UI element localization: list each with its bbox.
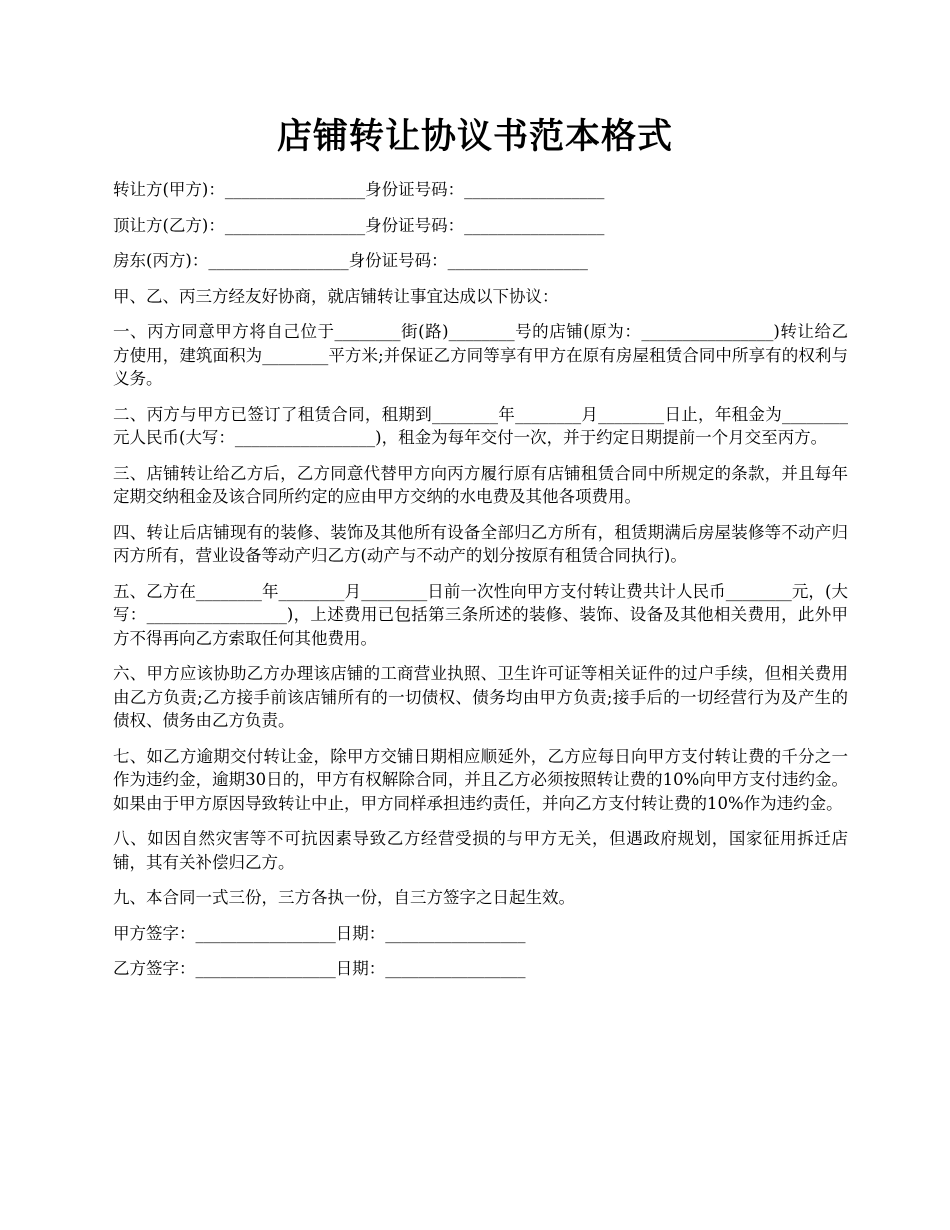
- clause-2: 二、丙方与甲方已签订了租赁合同，租期到________年________月________日止，年租金为________元人民币(大写：_________________)，租金为每年交付一次，并于约定日期提前一个月交至丙方。: [113, 404, 848, 447]
- clause-5: 五、乙方在________年________月________日前一次性向甲方支付转让费共计人民币________元，(大写：_________________)，上述费用已包括第三条所述的装修、装饰、设备及其他相关费用，此外甲方不得再向乙方索取任何其他费用。: [113, 581, 848, 648]
- clause-9: 九、本合同一式三份，三方各执一份，自三方签字之日起生效。: [113, 888, 575, 907]
- landlord-line: 房东(丙方)：_________________身份证号码：_________________: [113, 251, 588, 270]
- transferee-line: 顶让方(乙方)：_________________身份证号码：_________________: [113, 215, 605, 235]
- clause-1: 一、丙方同意甲方将自己位于________街(路)________号的店铺(原为：________________)转让给乙方使用，建筑面积为________平方米;并保证乙方同等享有甲方在原有房屋租赁合同中所享有的权利与义务。: [113, 322, 848, 388]
- party-a-signature-line: 甲方签字：_________________日期：_________________: [113, 923, 526, 943]
- clause-6: 六、甲方应该协助乙方办理该店铺的工商营业执照、卫生许可证等相关证件的过户手续，但相关费用由乙方负责;乙方接手前该店铺所有的一切债权、债务均由甲方负责;接手后的一切经营行为及产生的债权、债务由乙方负责。: [113, 664, 848, 730]
- agreement-intro: 甲、乙、丙三方经友好协商，就店铺转让事宜达成以下协议：: [113, 286, 559, 306]
- clause-8: 八、如因自然灾害等不可抗因素导致乙方经营受损的与甲方无关，但遇政府规划，国家征用拆迁店铺，其有关补偿归乙方。: [113, 829, 848, 872]
- document-title: 店铺转让协议书范本格式: [276, 116, 673, 157]
- party-b-signature-line: 乙方签字：_________________日期：_________________: [113, 959, 526, 978]
- transferor-line: 转让方(甲方)：_________________身份证号码：_________________: [113, 180, 605, 199]
- clause-3: 三、店铺转让给乙方后，乙方同意代替甲方向丙方履行原有店铺租赁合同中所规定的条款，并且每年定期交纳租金及该合同所约定的应由甲方交纳的水电费及其他各项费用。: [113, 463, 848, 506]
- document-body: [113, 178, 848, 993]
- clause-7: 七、如乙方逾期交付转让金，除甲方交铺日期相应顺延外，乙方应每日向甲方支付转让费的千分之一作为违约金，逾期30日的，甲方有权解除合同，并且乙方必须按照转让费的10%向甲方支付违约金。如果由于甲方原因导致转让中止，甲方同样承担违约责任，并向乙方支付转让费的10%作为违约金。: [113, 746, 848, 813]
- clause-4: 四、转让后店铺现有的装修、装饰及其他所有设备全部归乙方所有，租赁期满后房屋装修等不动产归丙方所有，营业设备等动产归乙方(动产与不动产的划分按原有租赁合同执行)。: [113, 522, 848, 565]
